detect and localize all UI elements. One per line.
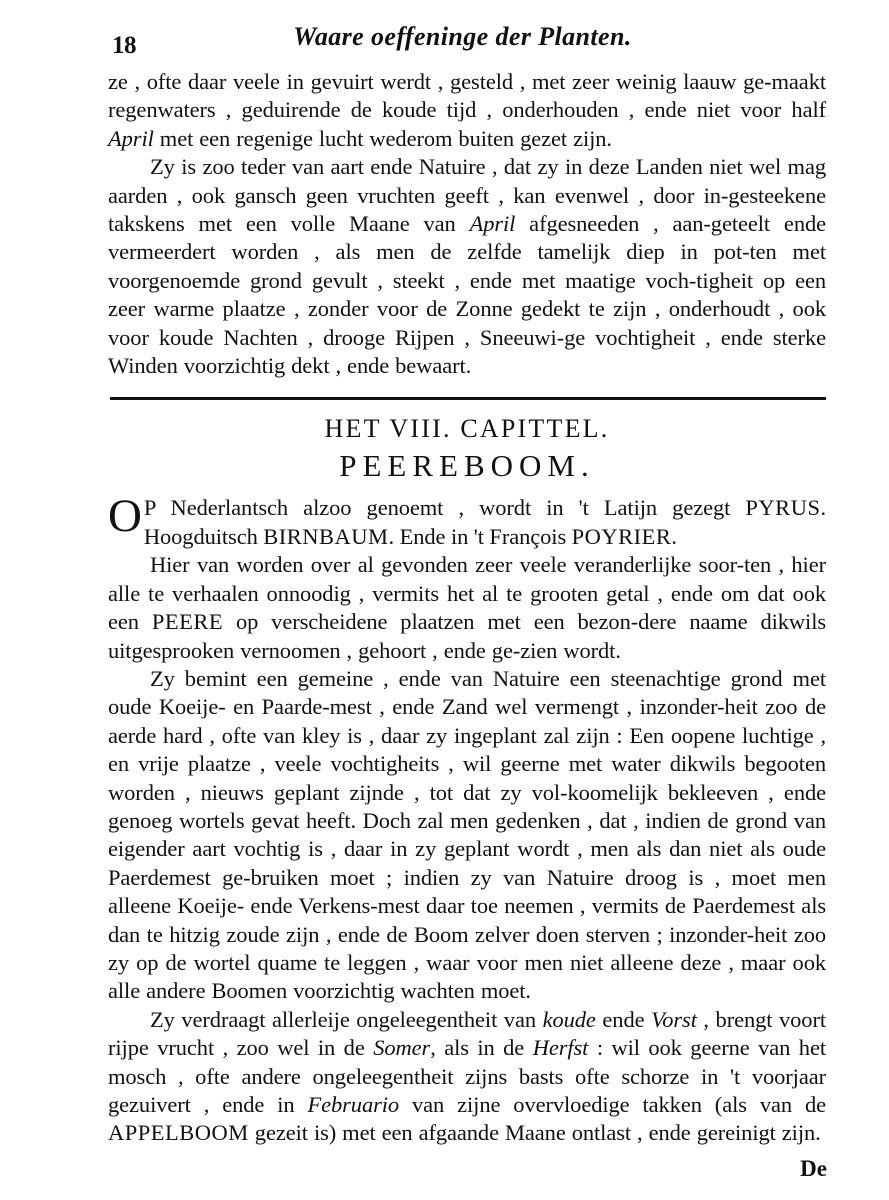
opening-text xyxy=(144,495,826,548)
text-run: : wil ook geerne van het mosch , ofte andere ongeleegentheit zijns basts ofte schorze in 't voorjaar gezuivert , ende in xyxy=(108,1035,826,1117)
text-run: Somer xyxy=(373,1035,431,1061)
text-run: . xyxy=(671,523,677,549)
text-run: , als in de xyxy=(430,1035,533,1061)
text-run: afgesneeden , aan-geteelt ende vermeerdert worden , als men de zelfde tamelijk diep in pot-ten met voorgenoemde grond gevult , steekt , ende met maatige voch-tigheit op een zeer warme plaatze , zonder voor de Zonne gedekt te zijn , onderhoudt , ook voor koude Nachten , drooge Rijpen , Sneeuwi-ge vochtigheit , ende sterke Winden voorzichtig dekt , ende bewaart. xyxy=(108,211,826,379)
text-run: gezeit is) met een afgaande Maane ontlast , ende gereinigt zijn. xyxy=(248,1120,821,1146)
text-run: Herfst xyxy=(532,1035,589,1061)
text-run: PYRUS xyxy=(745,495,821,521)
text-run: Zy bemint een gemeine , ende van Natuire een steenachtige grond met oude Koeije- en Paarde-mest , ende Zand wel vermengt , inzonder-heit zoo de aerde hard , ofte van kley is , daar zy ingeplant zal zijn : Een oopene luchtige , en vrije plaatze , veele vochtigheits , wil geerne met water dikwils begooten worden , nieuws geplant zijnde , tot dat zy vol-koomelijk bekleeven , ende genoeg wortels gevat heeft. Doch zal men gedenken , dat , indien de grond van eigender aart vochtig is , daar in zy geplant wordt , men als dan niet als oude Paerdemest ge-bruiken moet ; indien zy van Natuire droog is , moet men alleene Koeije- ende Verkens-mest daar toe neemen , vermits de Paerdemest als dan te hitzig zoude zijn , ende de Boom zelver doen sterven ; inzonder-heit zoo zy op de wortel quame te leggen , waar voor men niet alleene deze , maar ook alle andere Boomen voorzichtig wachten moet. xyxy=(108,665,826,1004)
page-number: 18 xyxy=(112,32,136,59)
paragraph xyxy=(108,68,826,153)
text-run: . Ende in 't François xyxy=(388,523,572,549)
paragraph xyxy=(108,1006,826,1148)
section-divider-rule xyxy=(110,397,826,400)
chapter-opening-paragraph xyxy=(108,490,826,551)
text-run: P Nederlantsch alzoo genoemt , wordt in 't Latijn gezegt xyxy=(143,495,746,521)
text-run: BIRNBAUM xyxy=(263,523,389,549)
text-run: Zy verdraagt allerleije ongeleegentheit van xyxy=(150,1006,543,1032)
catchword: De xyxy=(800,1156,827,1181)
running-title: Waare oeffeninge der Planten. xyxy=(293,22,632,51)
text-run: van zijne overvloedige takken (als van de xyxy=(399,1092,826,1117)
text-run: met een regenige lucht wederom buiten gezet zijn. xyxy=(153,125,612,151)
text-run: APPELBOOM xyxy=(108,1120,249,1146)
chapter-title: PEEREBOOM. xyxy=(339,448,595,484)
text-run: Hier van worden over al gevonden zeer veele veranderlijke soor-ten , hier alle te verhaalen onnoodig , vermits het al te grooten getal , ende om dat ook een xyxy=(108,552,826,635)
text-run: ende xyxy=(595,1006,652,1032)
paragraph xyxy=(108,153,826,380)
chapter-heading: HET VIII. CAPITTEL. xyxy=(324,414,610,444)
text-run: op verscheidene plaatzen met een bezon-dere naame dikwils uitgesprooken vernoomen , gehoort , ende ge-zien wordt. xyxy=(108,609,826,663)
top-section xyxy=(108,68,826,380)
text-column xyxy=(108,68,826,1148)
text-run: Vorst xyxy=(651,1006,697,1032)
drop-cap: O xyxy=(108,490,142,543)
page-header xyxy=(108,22,827,68)
paragraph xyxy=(108,665,826,1006)
text-run: POYRIER xyxy=(571,523,672,549)
text-run: April xyxy=(469,211,516,237)
paragraph xyxy=(108,551,826,665)
text-run: PEERE xyxy=(151,609,224,635)
text-run: koude xyxy=(542,1006,596,1032)
text-run: Zy is zoo teder van aart ende Natuire , dat zy in deze Landen niet wel mag aarden , ook gansch geen vruchten geeft , kan evenwel , door in-gesteekene takskens met een volle Maane van xyxy=(108,154,826,237)
text-run: , brengt voort rijpe vrucht , zoo wel in de xyxy=(108,1006,826,1061)
text-run: . Hoogduitsch xyxy=(143,495,826,549)
text-run: Februario xyxy=(307,1092,400,1117)
text-run: ze , ofte daar veele in gevuirt werdt , gesteld , met zeer weinig laauw ge-maakt regenwaters , geduirende de koude tijd , onderhouden , ende niet voor half xyxy=(108,69,826,123)
text-run: April xyxy=(108,125,154,151)
